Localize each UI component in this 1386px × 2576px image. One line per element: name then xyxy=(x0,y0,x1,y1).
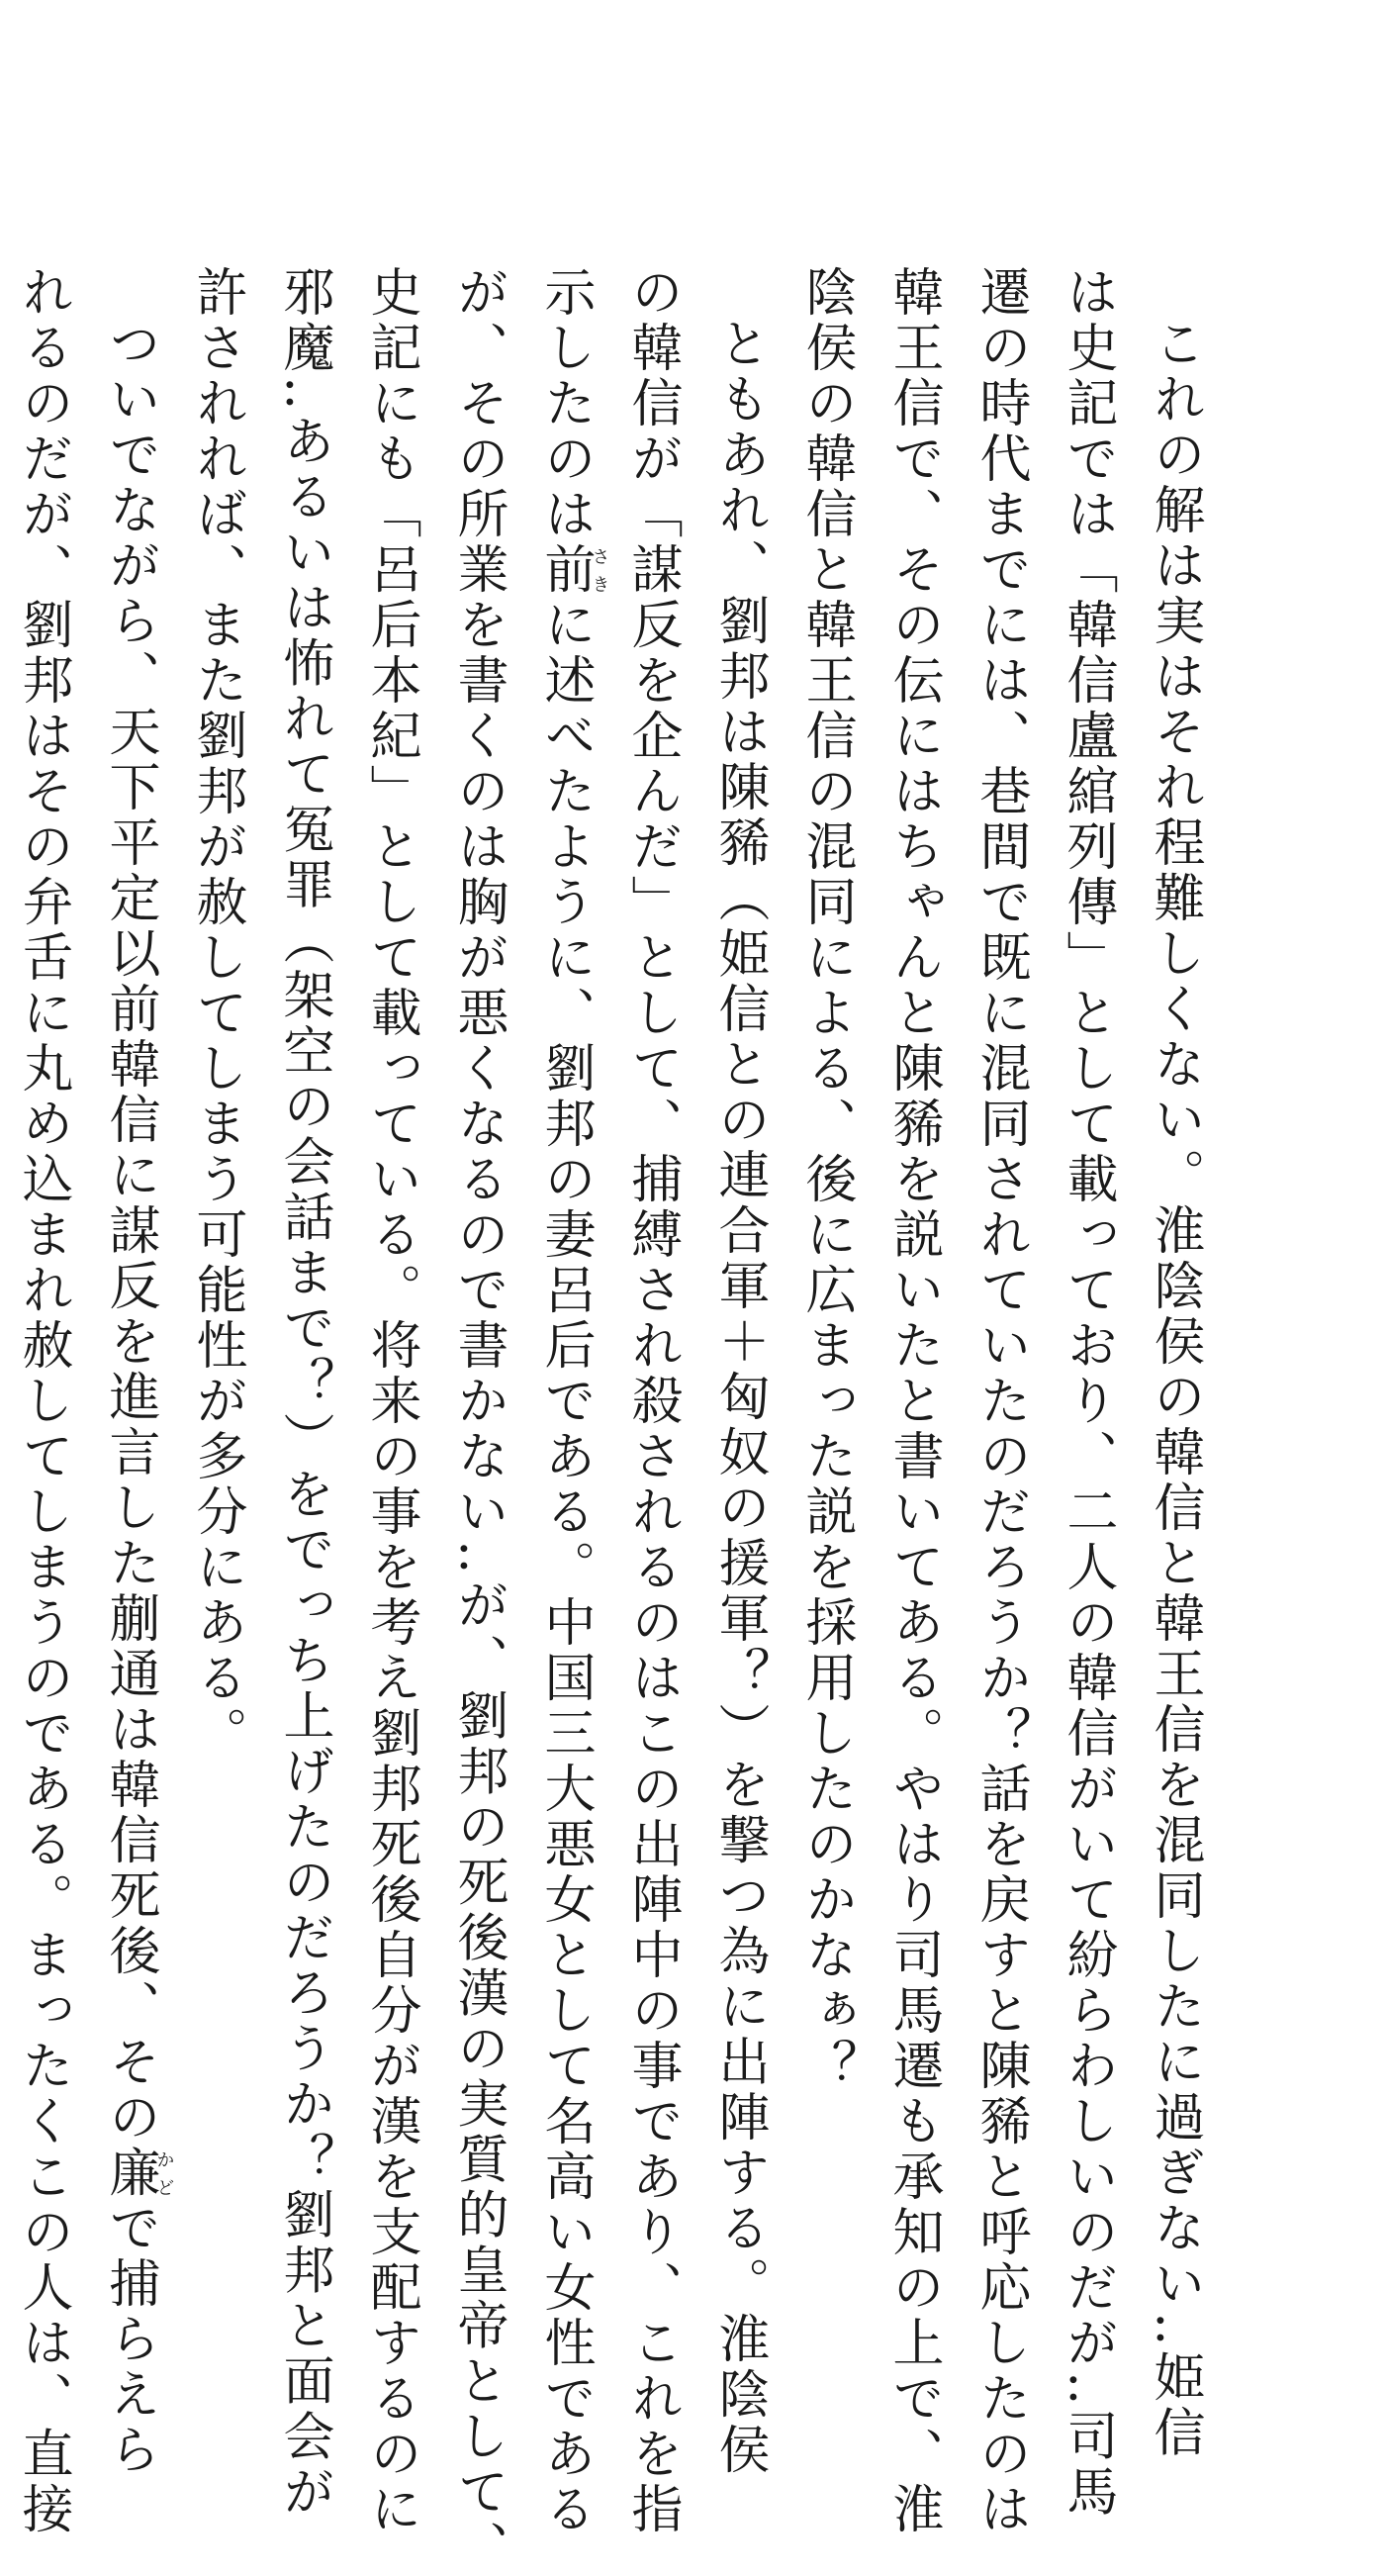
ruby-reading: さき xyxy=(589,542,610,598)
ruby-base: 廉 xyxy=(100,2146,159,2201)
text-line: 陰侯の韓信と韓王信の混同による、後に広まった説を採用したのかなぁ？ xyxy=(796,265,856,2094)
ruby-reading: かど xyxy=(153,2146,175,2201)
vertical-text-body xyxy=(0,265,1218,2576)
text-line: ともあれ、劉邦は陳豨（姫信との連合軍＋匈奴の援軍？）を撃つ為に出陣する。淮陰侯 xyxy=(709,317,769,2478)
text-line: 許されれば、また劉邦が赦してしまう可能性が多分にある。 xyxy=(187,265,246,1762)
text-segment: 示したのは xyxy=(535,265,595,542)
text-segment: に述べたように、劉邦の妻呂后である。中国三大悪女として名高い女性である xyxy=(535,598,595,2537)
text-segment: で捕らえら xyxy=(100,2201,159,2478)
ruby-annotation xyxy=(100,2146,175,2201)
text-line xyxy=(521,265,610,2537)
text-line: が、その所業を書くのは胸が悪くなるので書かない‥が、劉邦の死後漢の実質的皇帝として、 xyxy=(448,265,508,2576)
text-line: これの解は実はそれ程難しくない。淮陰侯の韓信と韓王信を混同したに過ぎない‥姫信 xyxy=(1145,317,1204,2461)
text-line: 史記にも「呂后本紀」として載っている。将来の事を考え劉邦死後自分が漢を支配するのに xyxy=(361,265,420,2537)
ruby-base: 前 xyxy=(535,542,595,598)
text-line: れるのだが、劉邦はその弁舌に丸め込まれ赦してしまうのである。まったくこの人は、直接 xyxy=(13,265,72,2537)
text-line xyxy=(86,265,175,2478)
text-segment: ついでながら、天下平定以前韓信に謀反を進言した蒯通は韓信死後、その xyxy=(100,317,159,2146)
text-line: の韓信が「謀反を企んだ」として、捕縛され殺されるのはこの出陣中の事であり、これを指 xyxy=(622,265,682,2537)
text-line: 遷の時代までには、巷間で既に混同されていたのだろうか？話を戻すと陳豨と呼応したのは xyxy=(970,265,1030,2537)
ruby-annotation xyxy=(535,542,610,598)
text-line: 韓王信で、その伝にはちゃんと陳豨を説いたと書いてある。やはり司馬遷も承知の上で、淮 xyxy=(883,265,943,2537)
text-line: 邪魔‥あるいは怖れて冤罪（架空の会話まで？）をでっち上げたのだろうか？劉邦と面会が xyxy=(274,265,333,2521)
text-line: は史記では「韓信盧綰列傳」として載っており、二人の韓信がいて紛らわしいのだが‥司馬 xyxy=(1058,265,1117,2521)
